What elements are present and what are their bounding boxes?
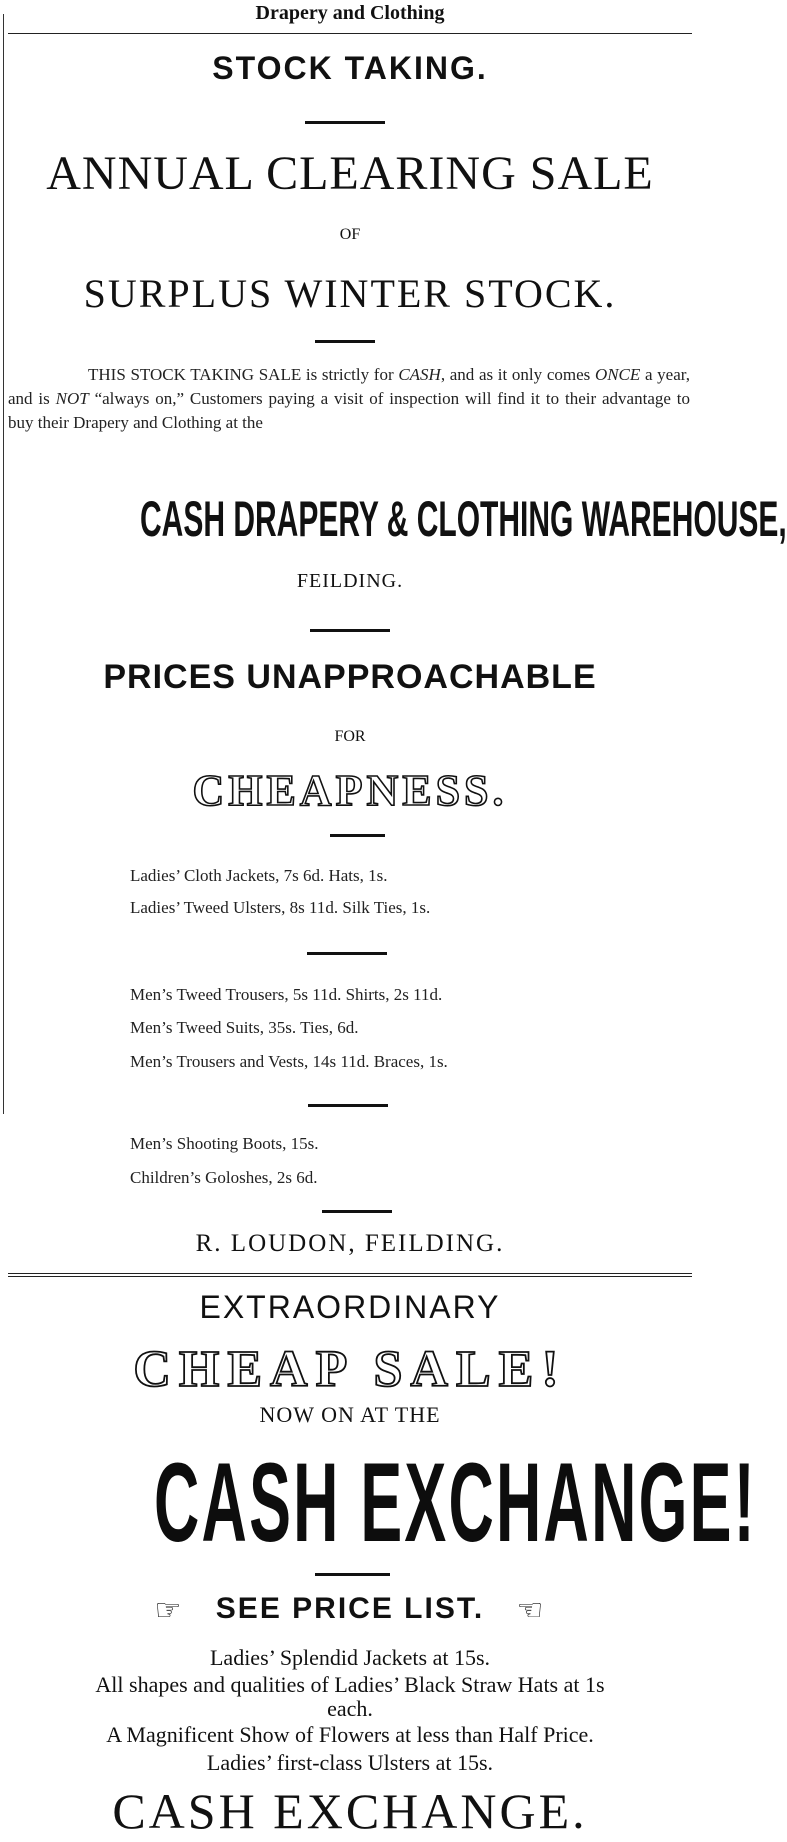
ad-separator — [8, 1273, 692, 1274]
pointing-hand-left-icon: ☜ — [516, 1593, 546, 1627]
price-line: each. — [327, 1696, 373, 1721]
para-not: NOT — [55, 389, 89, 408]
para-cash: CASH — [398, 365, 441, 384]
list-item: Ladies’ Tweed Ulsters, 8s 11d. Silk Ties, 1s. — [130, 898, 431, 917]
divider — [307, 952, 387, 955]
sale-paragraph — [8, 363, 690, 435]
warehouse-name: CASH DRAPERY & CLOTHING WAREHOUSE, — [139, 491, 787, 547]
cheap-sale-heading: CHEAP SALE! — [133, 1341, 567, 1398]
cash-exchange-banner: CASH EXCHANGE! — [154, 1440, 757, 1565]
pointing-hand-right-icon: ☞ — [154, 1593, 184, 1627]
for-label: FOR — [334, 728, 366, 745]
cheapness-heading: CHEAPNESS. — [192, 766, 508, 815]
para-part: “always on,” Customers paying a visit of inspection will find it to their advantage to buy their Drapery and Clothing at the — [8, 389, 691, 432]
divider — [330, 834, 385, 837]
divider — [310, 629, 390, 632]
extraordinary-headline: EXTRAORDINARY — [199, 1289, 501, 1325]
list-item: Men’s Tweed Trousers, 5s 11d. Shirts, 2s 11d. — [130, 985, 443, 1004]
list-item: Ladies’ Cloth Jackets, 7s 6d. Hats, 1s. — [130, 866, 388, 885]
header-rule — [8, 33, 692, 34]
divider — [305, 121, 385, 124]
see-price-list-row — [0, 1592, 700, 1628]
of-label: OF — [339, 226, 361, 243]
town-label: FEILDING. — [296, 570, 404, 592]
price-line: Ladies’ first-class Ulsters at 15s. — [206, 1750, 494, 1775]
list-item: Men’s Trousers and Vests, 14s 11d. Braces, 1s. — [130, 1052, 448, 1071]
price-line: Ladies’ Splendid Jackets at 15s. — [209, 1645, 491, 1670]
clearing-sale-title: ANNUAL CLEARING SALE — [46, 147, 654, 200]
list-item: Children’s Goloshes, 2s 6d. — [130, 1168, 318, 1187]
divider — [322, 1210, 392, 1213]
para-part: , and as it only comes — [440, 365, 595, 384]
divider — [315, 1573, 390, 1576]
now-on-label: NOW ON AT THE — [259, 1402, 441, 1427]
price-line: A Magnificent Show of Flowers at less than Half Price. — [106, 1722, 594, 1747]
para-once: ONCE — [594, 365, 641, 384]
see-price-list: SEE PRICE LIST. — [215, 1592, 485, 1625]
ad-separator — [8, 1276, 692, 1277]
winter-stock-subtitle: SURPLUS WINTER STOCK. — [83, 271, 617, 316]
list-item: Men’s Shooting Boots, 15s. — [130, 1134, 319, 1153]
stock-taking-headline: STOCK TAKING. — [212, 50, 488, 86]
price-line: All shapes and qualities of Ladies’ Black Straw Hats at 1s — [95, 1672, 605, 1697]
para-part: THIS STOCK TAKING SALE is strictly for — [88, 365, 399, 384]
divider — [315, 340, 375, 343]
list-item: Men’s Tweed Suits, 35s. Ties, 6d. — [130, 1018, 359, 1037]
section-title: Drapery and Clothing — [255, 2, 445, 24]
para-part: a year, and is — [8, 365, 691, 408]
signature: R. LOUDON, FEILDING. — [195, 1230, 505, 1257]
prices-headline: PRICES UNAPPROACHABLE — [103, 658, 597, 696]
cash-exchange-footer: CASH EXCHANGE. — [112, 1783, 588, 1839]
divider — [308, 1104, 388, 1107]
